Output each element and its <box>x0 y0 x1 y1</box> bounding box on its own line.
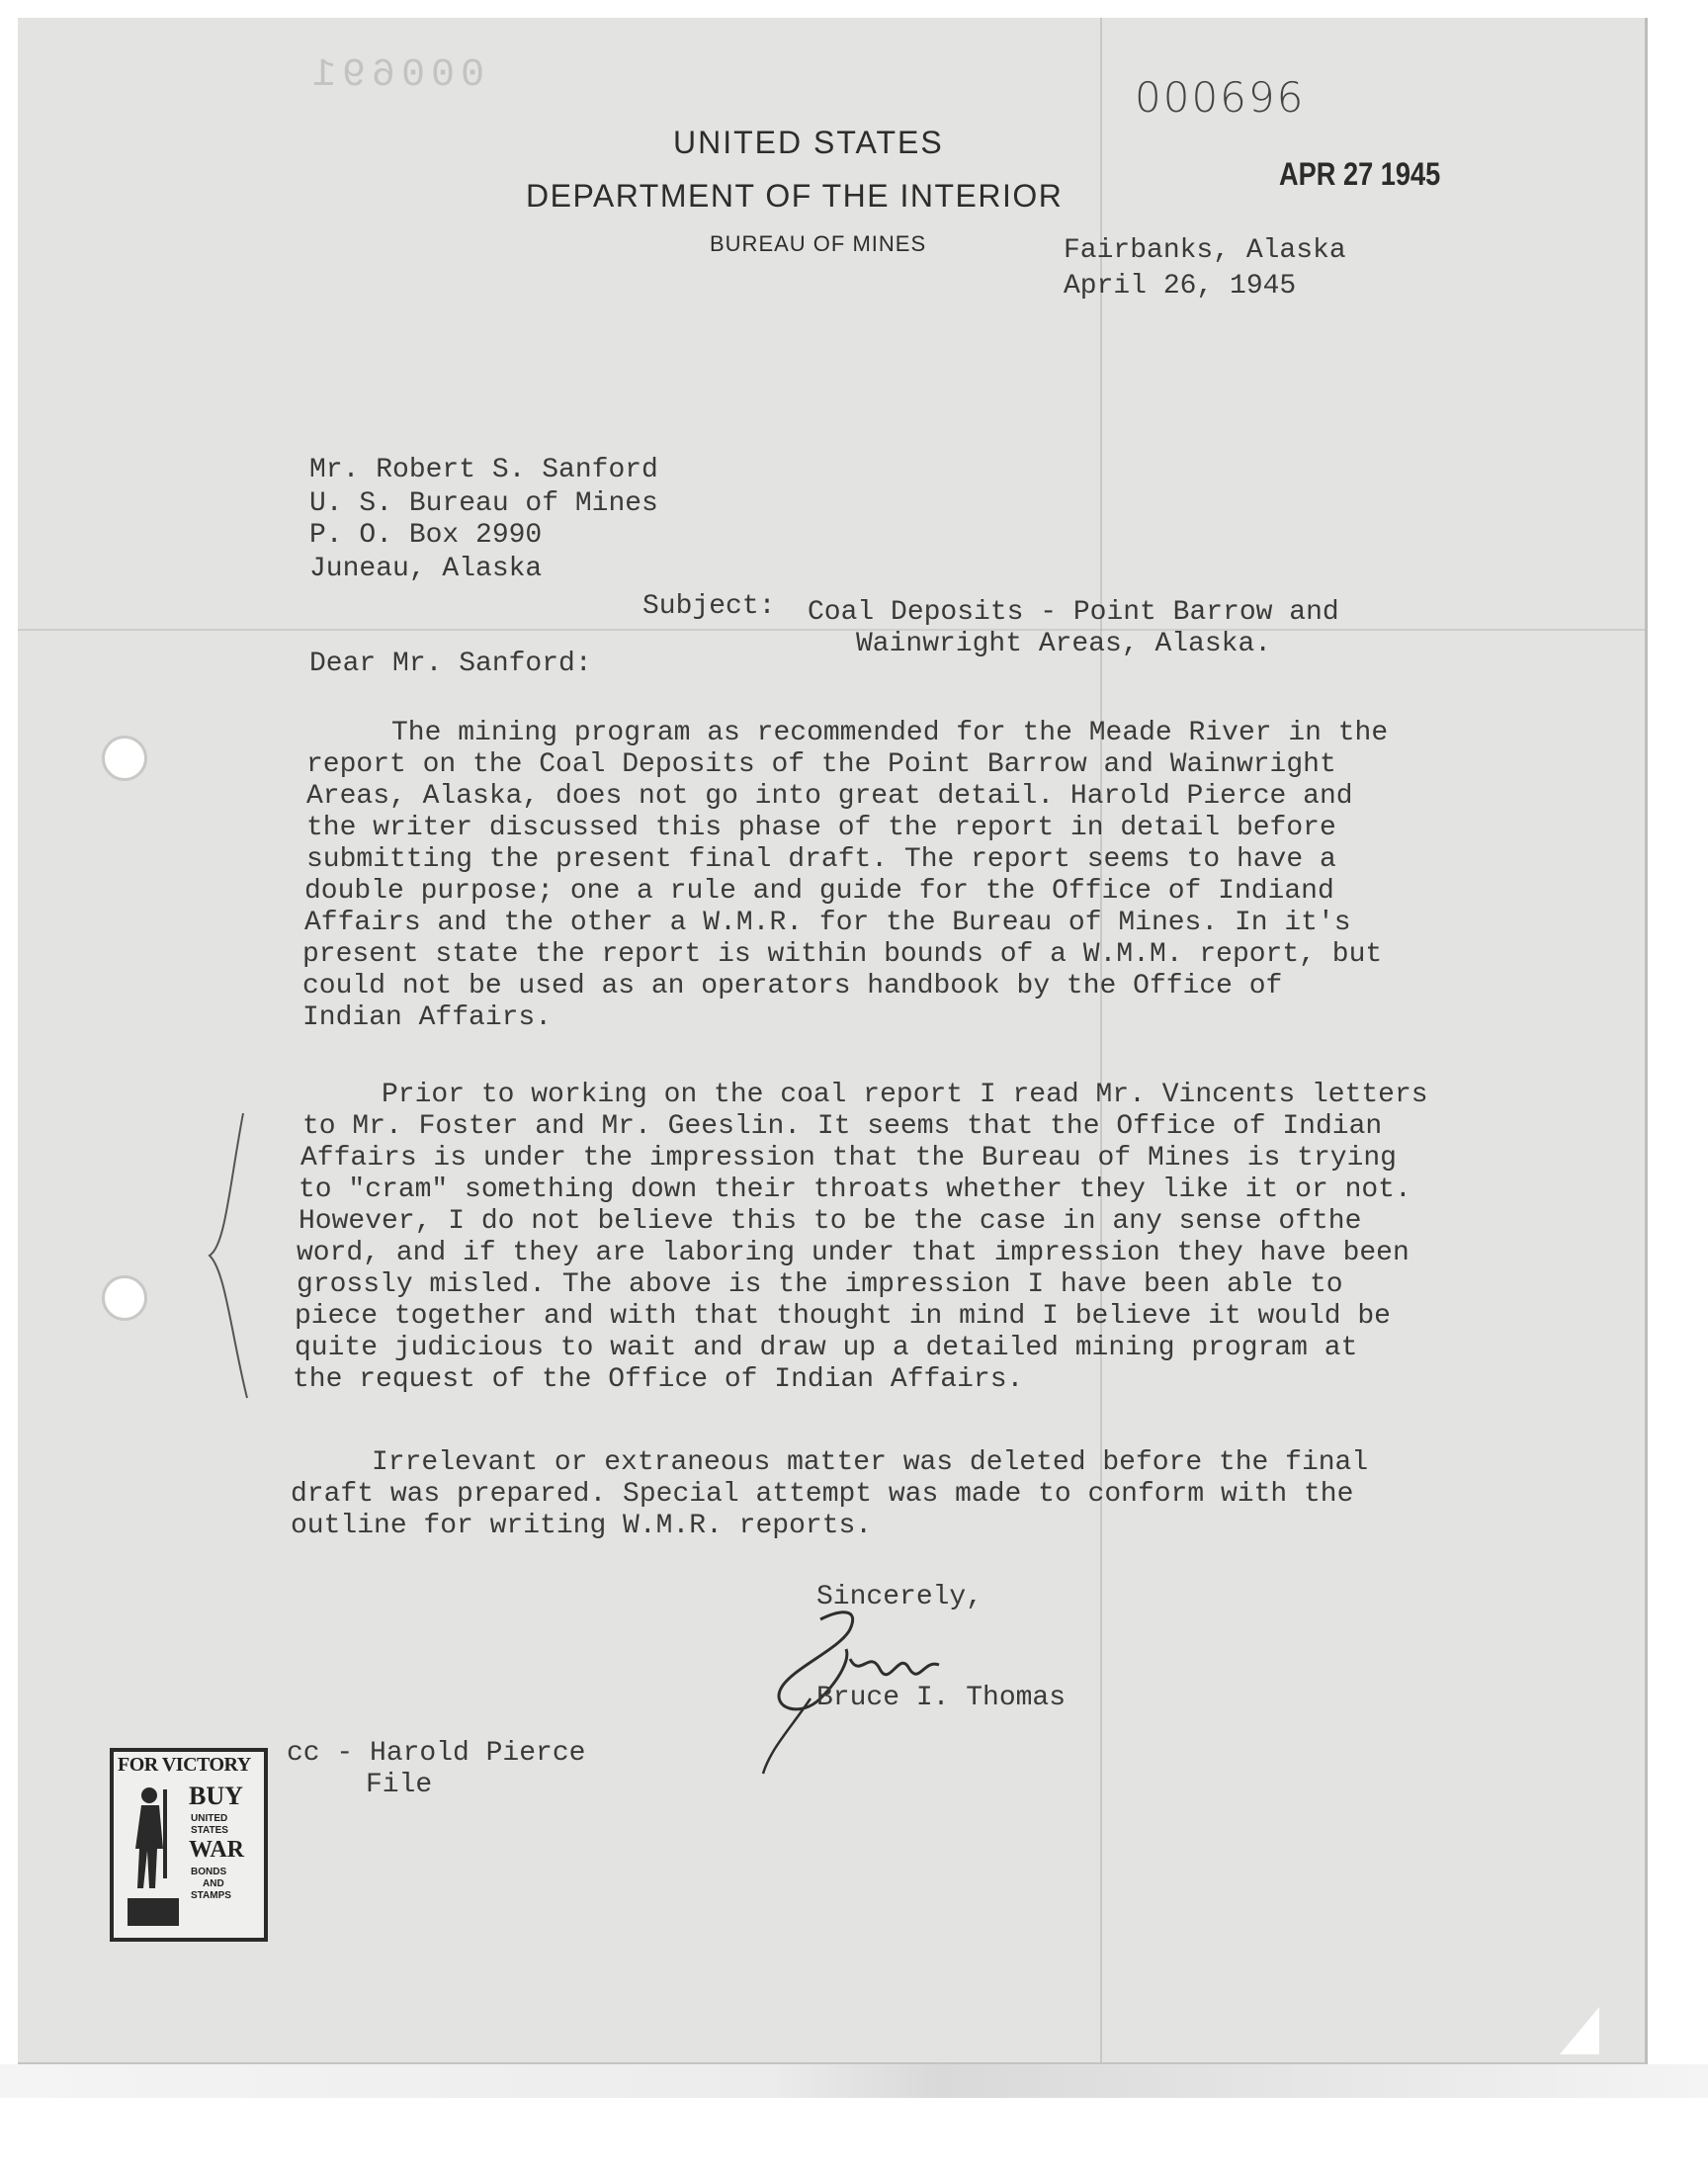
letterhead-department: DEPARTMENT OF THE INTERIOR <box>526 178 1064 214</box>
closing: Sincerely, <box>816 1582 983 1612</box>
poster-text: UNITED <box>191 1813 228 1824</box>
body-line: report on the Coal Deposits of the Point Barrow and Wainwright <box>306 749 1336 780</box>
poster-war: WAR <box>189 1837 245 1863</box>
recipient-line: Juneau, Alaska <box>309 554 543 584</box>
letter-date: April 26, 1945 <box>1064 271 1297 302</box>
fold-line-horizontal <box>18 629 1645 631</box>
subject-line: Coal Deposits - Point Barrow and <box>808 597 1339 628</box>
recipient-line: U. S. Bureau of Mines <box>309 488 658 519</box>
bleed-through-number: 000691 <box>306 53 485 98</box>
poster-text: AND <box>203 1878 224 1889</box>
body-line: piece together and with that thought in mind I believe it would be <box>295 1301 1391 1332</box>
margin-bracket-mark <box>196 1107 265 1404</box>
carbon-copy-line: File <box>366 1770 433 1800</box>
received-date-stamp: APR 27 1945 <box>1279 156 1441 192</box>
body-line: the request of the Office of Indian Affairs. <box>293 1364 1024 1395</box>
body-line: Prior to working on the coal report I read Mr. Vincents letters <box>382 1080 1428 1110</box>
body-line: Affairs and the other a W.M.R. for the Bureau of Mines. In it's <box>304 908 1351 938</box>
body-line: draft was prepared. Special attempt was made to conform with the <box>291 1479 1354 1510</box>
subject-label: Subject: <box>642 591 776 622</box>
body-line: Affairs is under the impression that the Bureau of Mines is trying <box>300 1143 1397 1174</box>
body-line: grossly misled. The above is the impression I have been able to <box>297 1269 1343 1300</box>
poster-text: BONDS <box>191 1867 227 1877</box>
body-line: Areas, Alaska, does not go into great detail. Harold Pierce and <box>306 781 1353 812</box>
war-bonds-stamp <box>110 1748 268 1942</box>
body-line: submitting the present final draft. The report seems to have a <box>306 844 1336 875</box>
file-number: 000696 <box>1135 73 1306 122</box>
poster-text: STATES <box>191 1825 228 1836</box>
minuteman-soldier-icon <box>120 1780 185 1928</box>
poster-headline: FOR VICTORY <box>118 1754 251 1776</box>
origin-place: Fairbanks, Alaska <box>1064 235 1346 266</box>
body-line: to "cram" something down their throats whether they like it or not. <box>299 1174 1411 1205</box>
torn-corner <box>1560 2007 1599 2054</box>
body-line: could not be used as an operators handbook by the Office of <box>302 971 1283 1001</box>
salutation: Dear Mr. Sanford: <box>309 649 592 679</box>
body-line: to Mr. Foster and Mr. Geeslin. It seems that the Office of Indian <box>302 1111 1383 1142</box>
body-line: present state the report is within bounds of a W.M.M. report, but <box>302 939 1383 970</box>
fold-line-vertical <box>1100 18 1102 2062</box>
poster-buy: BUY <box>189 1782 243 1810</box>
body-line: word, and if they are laboring under that impression they have been <box>297 1238 1409 1268</box>
recipient-line: P. O. Box 2990 <box>309 520 543 551</box>
subject-line: Wainwright Areas, Alaska. <box>856 629 1272 659</box>
recipient-name: Mr. Robert S. Sanford <box>309 455 658 485</box>
body-line: The mining program as recommended for the Meade River in the <box>391 718 1389 748</box>
carbon-copy-line: cc - Harold Pierce <box>287 1738 586 1769</box>
body-line: Irrelevant or extraneous matter was deleted before the final <box>372 1447 1369 1478</box>
body-line: Indian Affairs. <box>302 1002 553 1033</box>
body-line: the writer discussed this phase of the report in detail before <box>306 813 1336 843</box>
body-line: outline for writing W.M.R. reports. <box>291 1511 873 1541</box>
punch-hole-top <box>102 736 147 781</box>
signer-name: Bruce I. Thomas <box>816 1683 1067 1713</box>
scan-edge-strip <box>0 2064 1708 2098</box>
poster-text: STAMPS <box>191 1890 231 1901</box>
letterhead-country: UNITED STATES <box>673 125 944 160</box>
body-line: quite judicious to wait and draw up a detailed mining program at <box>295 1333 1358 1363</box>
punch-hole-bottom <box>102 1275 147 1321</box>
letterhead-bureau: BUREAU OF MINES <box>710 231 927 256</box>
body-line: double purpose; one a rule and guide for the Office of Indiand <box>304 876 1334 907</box>
body-line: However, I do not believe this to be the case in any sense ofthe <box>299 1206 1362 1237</box>
